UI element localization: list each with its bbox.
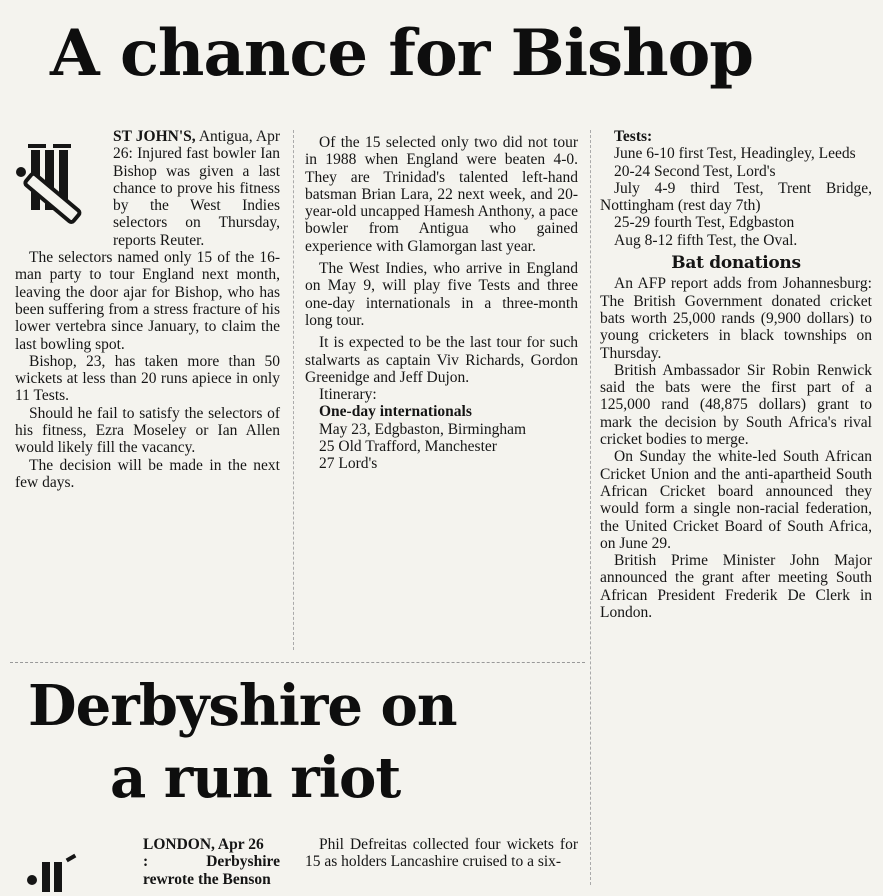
paragraph: Bishop, 23, has taken more than 50 wickets at less than 20 runs apiece in only 11 Tests.: [15, 352, 280, 405]
tests-label: Tests:: [614, 128, 653, 145]
paragraph: On Sunday the white-led South African Cricket Union and the anti-apartheid South African Cricket board announced they would form a single non-racial federation, the United Cricket Board of South Africa, on June 29.: [600, 448, 872, 552]
paragraph: Phil Defreitas collected four wickets for 15 as holders Lancashire cruised to a six-: [305, 836, 578, 871]
article-divider: [10, 662, 585, 663]
column-rule: [293, 130, 294, 650]
paragraph: The West Indies, who arrive in England on May 9, will play five Tests and three one-day internationals in a three-month long tour.: [305, 260, 578, 329]
dateline: ST JOHN'S,: [113, 128, 196, 145]
paragraph: Of the 15 selected only two did not tour in 1988 when England were beaten 4-0. They are Trinidad's talented left-hand batsman Brian Lara, 22 next week, and 20-year-old uncapped Hamesh Anthony, a pace bowler from Antigua who gained experience with Glamorgan last year.: [305, 134, 578, 255]
lead-text: Antigua, Apr 26: Injured fast bowler Ian Bishop was given a last chance to prove his fitness by the West Indies selectors on Thursday, reports Reuter.: [113, 128, 280, 249]
headline-bishop: A chance for Bishop: [50, 16, 754, 91]
itinerary-item: 20-24 Second Test, Lord's: [614, 162, 776, 180]
dateline: LONDON, Apr 26: [143, 836, 264, 853]
itinerary-item: June 6-10 first Test, Headingley, Leeds: [614, 145, 856, 163]
itinerary-item: May 23, Edgbaston, Birmingham: [319, 420, 527, 438]
headline-derbyshire-line-2: a run riot: [110, 745, 401, 811]
article2-column-2: [305, 836, 578, 871]
paragraph: Should he fail to satisfy the selectors of his fitness, Ezra Moseley or Ian Allen would likely fill the vacancy.: [15, 404, 280, 457]
paragraph: The decision will be made in the next few days.: [15, 456, 280, 491]
itinerary-label: Itinerary:: [319, 386, 377, 404]
itinerary-item: Aug 8-12 fifth Test, the Oval.: [614, 231, 798, 249]
lead-text: : Derbyshire rewrote the Benson: [143, 853, 280, 888]
article1-column-3: [600, 128, 872, 621]
article1-column-2: [305, 134, 578, 473]
cricket-wicket-icon: [1, 128, 113, 246]
oneday-label: One-day internationals: [319, 403, 472, 421]
column-rule: [590, 130, 591, 885]
paragraph: The selectors named only 15 of the 16-man party to tour England next month, leaving the door ajar for Bishop, who has been suffering from a stress fracture of his lower vertebra since January, to claim the last bowling spot.: [15, 249, 280, 353]
paragraph: British Ambassador Sir Robin Renwick said the bats were the first part of a 125,000 rand (48,875 dollars) grant to mark the decision by South Africa's rival cricket bodies to merge.: [600, 361, 872, 449]
itinerary-item: July 4-9 third Test, Trent Bridge, Nottingham (rest day 7th): [600, 179, 872, 215]
paragraph: British Prime Minister John Major announced the grant after meeting South African President Frederik De Clerk in London.: [600, 552, 872, 622]
article2-lead-paragraph: [143, 836, 280, 888]
article2-column-1: [143, 836, 280, 888]
itinerary-item: 25 Old Trafford, Manchester: [319, 438, 497, 456]
paragraph: It is expected to be the last tour for such stalwarts as captain Viv Richards, Gordon Greenidge and Jeff Dujon.: [305, 334, 578, 386]
subhead-bat-donations: Bat donations: [671, 253, 801, 274]
itinerary-item: 27 Lord's: [319, 455, 378, 473]
itinerary-item: 25-29 fourth Test, Edgbaston: [614, 214, 795, 232]
cricket-wicket-icon: [22, 850, 82, 896]
article1-column-1: [15, 128, 280, 491]
paragraph: An AFP report adds from Johannesburg: The British Government donated cricket bats worth 25,000 rands (9,900 dollars) to young cricketers in black townships on Thursday.: [600, 275, 872, 362]
headline-derbyshire-line-1: Derbyshire on: [28, 673, 457, 739]
